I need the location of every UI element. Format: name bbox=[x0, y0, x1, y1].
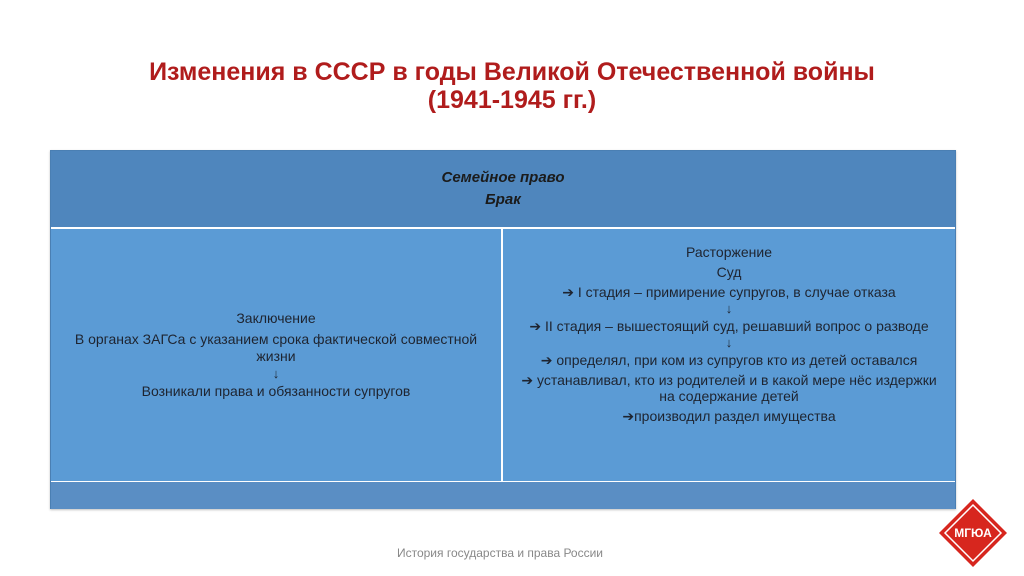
header-marriage: Брак bbox=[485, 191, 521, 208]
stage-2: ➔ II стадия – вышестоящий суд, решавший вопрос о разводе bbox=[529, 318, 929, 334]
cell-dissolution bbox=[503, 229, 955, 481]
slide-title bbox=[0, 58, 1024, 114]
slide-subtitle: История государства и права России bbox=[396, 546, 604, 560]
court-item-property: ➔производил раздел имущества bbox=[622, 408, 836, 424]
title-line-1: Изменения в СССР в годы Великой Отечественной войны bbox=[149, 58, 875, 86]
down-arrow-icon: ↓ bbox=[725, 301, 733, 316]
court-item-costs: ➔ устанавливал, кто из родителей и в какой мере нёс издержки на содержание детей bbox=[521, 372, 937, 404]
conclusion-registry: В органах ЗАГСа с указанием срока фактической совместной жизни bbox=[74, 331, 478, 364]
family-law-table bbox=[50, 150, 956, 509]
header-family-law: Семейное право bbox=[441, 169, 565, 186]
conclusion-rights: Возникали права и обязанности супругов bbox=[141, 383, 411, 399]
title-line-2: (1941-1945 гг.) bbox=[427, 86, 597, 114]
court-item-children: ➔ определял, при ком из супругов кто из детей оставался bbox=[540, 352, 918, 368]
dissolution-court: Суд bbox=[716, 264, 742, 280]
table-header bbox=[51, 151, 955, 227]
down-arrow-icon: ↓ bbox=[725, 335, 733, 350]
conclusion-heading: Заключение bbox=[236, 310, 316, 326]
dissolution-heading: Расторжение bbox=[686, 244, 772, 260]
mgua-logo bbox=[937, 497, 1009, 569]
table-footer-row bbox=[51, 481, 955, 509]
cell-conclusion bbox=[51, 229, 501, 481]
logo-text: МГЮА bbox=[954, 526, 992, 540]
down-arrow-icon: ↓ bbox=[272, 366, 280, 381]
stage-1: ➔ I стадия – примирение супругов, в случае отказа bbox=[562, 284, 896, 300]
